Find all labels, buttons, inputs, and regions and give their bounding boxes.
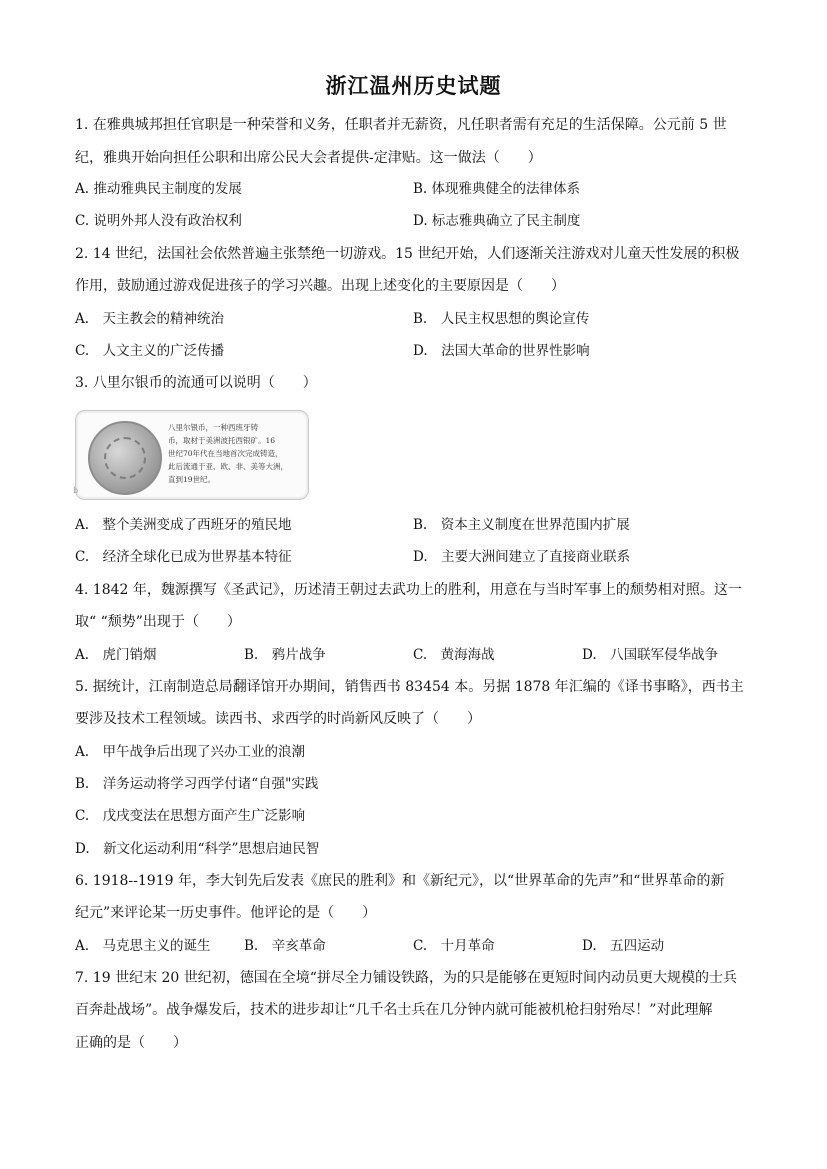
question-6-option-a: A. 马克思主义的诞生	[75, 938, 211, 954]
question-3-option-d: D. 主要大洲间建立了直接商业联系	[413, 549, 631, 565]
question-5-option-d: D. 新文化运动利用“科学”思想启迪民智	[75, 841, 320, 857]
question-5-option-b: B. 洋务运动将学习西学付诸“自强"实践	[75, 776, 319, 792]
question-2-option-d: D. 法国大革命的世界性影响	[413, 343, 590, 359]
question-6-option-b: B. 辛亥革命	[244, 938, 326, 954]
question-5-line-2: 要涉及技术工程领域。读西书、求西学的时尚新风反映了（ ）	[75, 711, 481, 727]
question-3-option-a: A. 整个美洲变成了西班牙的殖民地	[75, 517, 292, 533]
question-1-option-c: C. 说明外邦人没有政治权利	[75, 213, 242, 229]
question-4-option-c: C. 黄海海战	[413, 647, 495, 663]
question-3-option-b: B. 资本主义制度在世界范围内扩展	[413, 517, 630, 533]
question-1-option-a: A. 推动雅典民主制度的发展	[75, 181, 242, 197]
question-7-line-2: 百奔赴战场”。战争爆发后，技术的进步却让“几千名士兵在几分钟内就可能被机枪扫射殆尽！”对此理解	[75, 1002, 713, 1018]
question-7-line-3: 正确的是（ ）	[75, 1035, 187, 1051]
question-2-option-a: A. 天主教会的精神统治	[75, 311, 225, 327]
question-4-option-d: D. 八国联军侵华战争	[582, 647, 719, 663]
question-3-line-1: 3. 八里尔银币的流通可以说明（ ）	[75, 375, 317, 391]
question-4-option-a: A. 虎门销烟	[75, 647, 157, 663]
question-1-line-1: 1. 在雅典城邦担任官职是一种荣誉和义务，任职者并无薪资，凡任职者需有充足的生活保障。公元前 5 世	[75, 117, 727, 133]
question-4-option-b: B. 鸦片战争	[244, 647, 326, 663]
question-5-line-1: 5. 据统计，江南制造总局翻译馆开办期间，销售西书 83454 本。另据 1878 年汇编的《译书事略》，西书主	[75, 679, 744, 695]
silver-coin-figure	[75, 410, 309, 500]
question-2-line-2: 作用，鼓励通过游戏促进孩子的学习兴趣。出现上述变化的主要原因是（ ）	[75, 278, 565, 294]
silver-coin-image	[88, 421, 162, 495]
question-6-option-c: C. 十月革命	[413, 938, 495, 954]
question-4-line-2: 取“ “颓势”出现于（ ）	[75, 614, 241, 630]
question-6-option-d: D. 五四运动	[582, 938, 665, 954]
question-3-option-c: C. 经济全球化已成为世界基本特征	[75, 549, 292, 565]
question-6-line-1: 6. 1918--1919 年，李大钊先后发表《庶民的胜利》和《新纪元》，以“世界革命的先声”和“世界革命的新	[75, 873, 725, 889]
question-2-option-c: C. 人文主义的广泛传播	[75, 343, 225, 359]
question-7-line-1: 7. 19 世纪末 20 世纪初，德国在全境“拼尽全力铺设铁路，为的只是能够在更短时间内动员更大规模的士兵	[75, 970, 737, 986]
question-1-line-2: 纪，雅典开始向担任公职和出席公民大会者提供-定津贴。这一做法（ ）	[75, 150, 542, 166]
question-1-option-d: D. 标志雅典确立了民主制度	[413, 213, 581, 229]
question-2-option-b: B. 人民主权思想的舆论宣传	[413, 311, 590, 327]
page-title: 浙江温州历史试题	[325, 73, 502, 98]
coin-emblem	[104, 437, 146, 479]
question-1-option-b: B. 体现雅典健全的法律体系	[413, 181, 581, 197]
figure-edge-mark: b	[73, 486, 79, 495]
question-4-line-1: 4. 1842 年，魏源撰写《圣武记》，历述清王朝过去武功上的胜利，用意在与当时军事上的颓势相对照。这一	[75, 582, 742, 598]
question-5-option-c: C. 戊戌变法在思想方面产生广泛影响	[75, 808, 306, 824]
question-5-option-a: A. 甲午战争后出现了兴办工业的浪潮	[75, 744, 306, 760]
question-6-line-2: 纪元”来评论某一历史事件。他评论的是（ ）	[75, 905, 377, 921]
question-2-line-1: 2. 14 世纪，法国社会依然普遍主张禁绝一切游戏。15 世纪开始，人们逐渐关注游戏对儿童天性发展的积极	[75, 246, 740, 262]
figure-caption: 八里尔银币，一种西班牙铸 币，取材于美洲波托西银矿。16 世纪70年代在当地首次完成铸造， 此后流通于亚、欧、非、美等大洲， 直到19世纪。	[168, 423, 288, 484]
